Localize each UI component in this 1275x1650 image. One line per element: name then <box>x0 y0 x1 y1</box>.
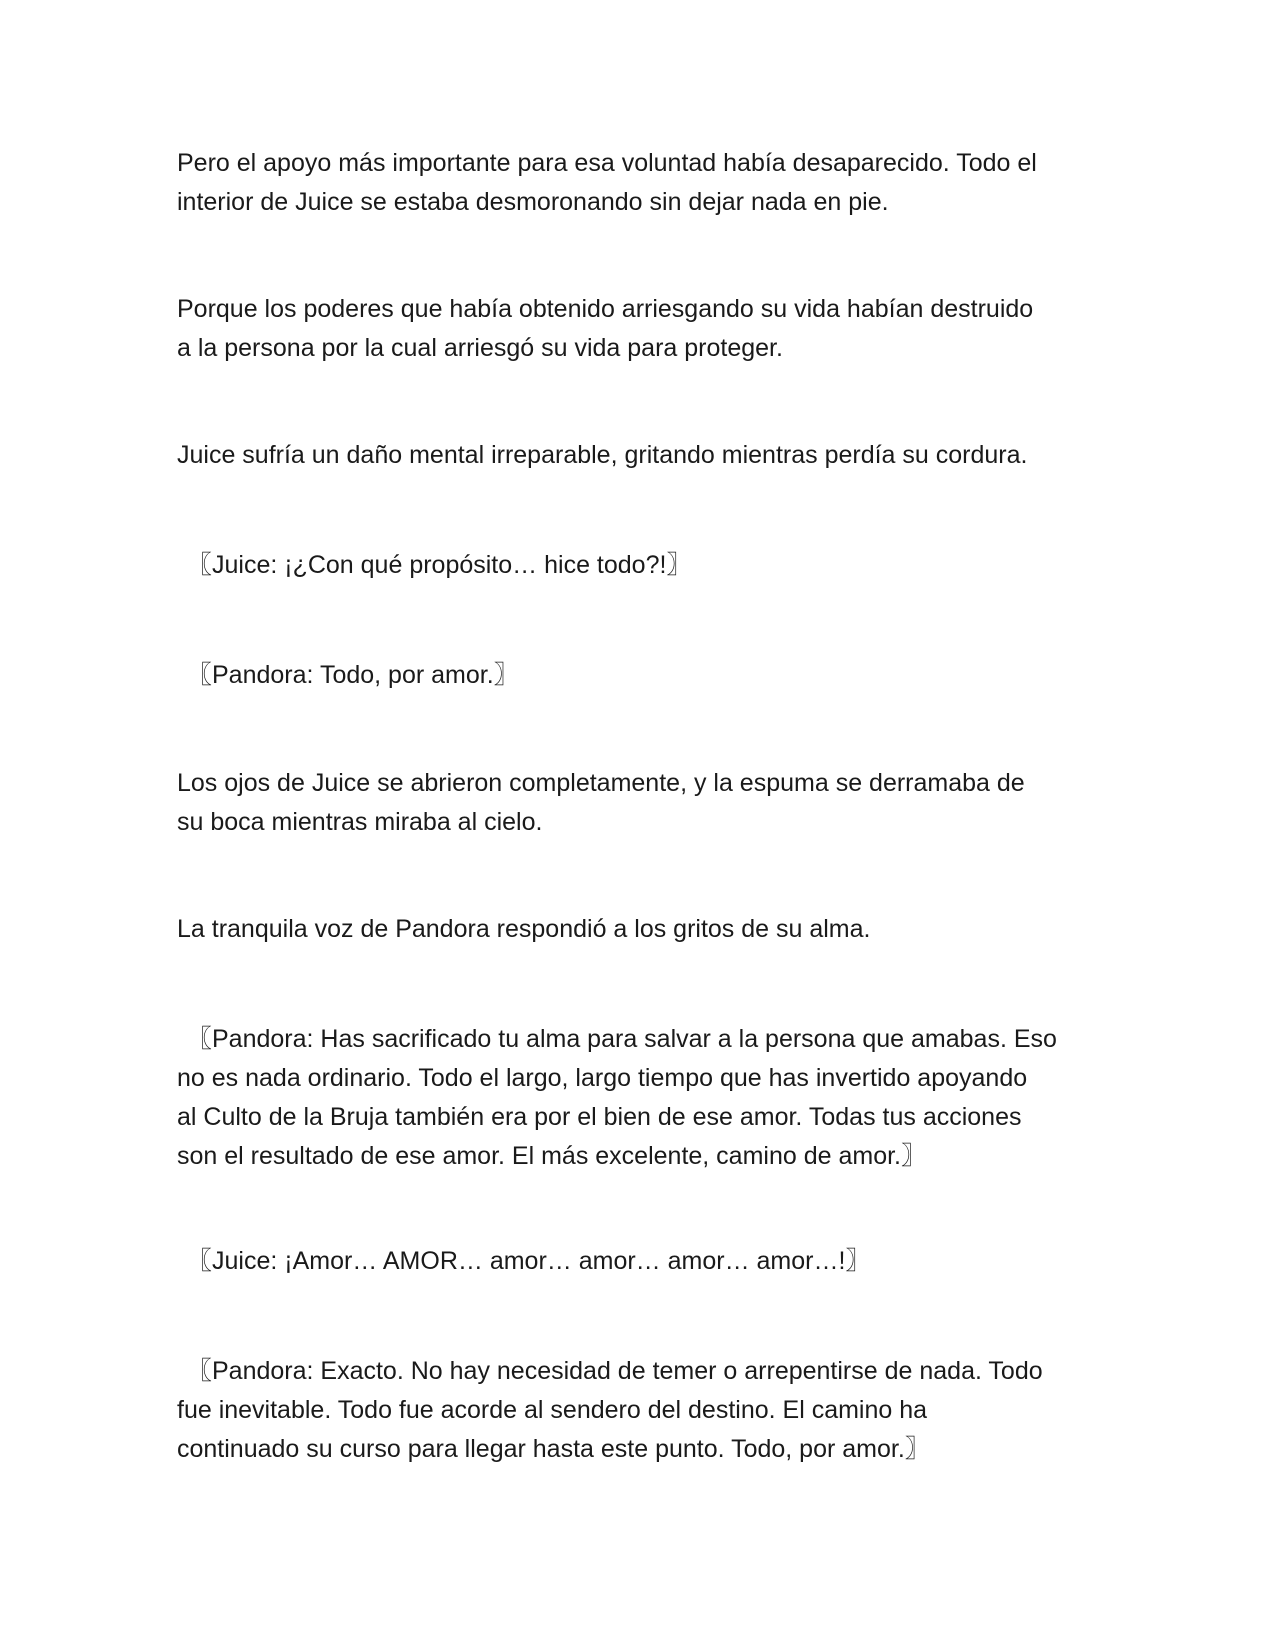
text-line: 〖Pandora: Exacto. No hay necesidad de temer o arrepentirse de nada. Todo <box>187 1357 1043 1385</box>
text-line: a la persona por la cual arriesgó su vida para proteger. <box>177 334 783 362</box>
dialogue-juice-2 <box>177 1242 1107 1281</box>
dialogue-pandora-2 <box>177 1020 1107 1176</box>
text-line: no es nada ordinario. Todo el largo, largo tiempo que has invertido apoyando <box>177 1064 1028 1092</box>
paragraph-narration-2 <box>177 290 1107 368</box>
paragraph-narration-4 <box>177 764 1107 842</box>
dialogue-pandora-1 <box>177 656 1107 695</box>
text-line: 〖Juice: ¡Amor… AMOR… amor… amor… amor… amor…!〗 <box>187 1247 871 1275</box>
text-line: interior de Juice se estaba desmoronando sin dejar nada en pie. <box>177 188 889 216</box>
text-line: 〖Juice: ¡¿Con qué propósito… hice todo?!〗 <box>187 551 692 579</box>
text-line: 〖Pandora: Todo, por amor.〗 <box>187 661 519 689</box>
text-line: son el resultado de ese amor. El más excelente, camino de amor.〗 <box>177 1142 926 1170</box>
text-line: al Culto de la Bruja también era por el bien de ese amor. Todas tus acciones <box>177 1103 1022 1131</box>
paragraph-narration-1 <box>177 144 1107 222</box>
text-line: continuado su curso para llegar hasta este punto. Todo, por amor.〗 <box>177 1435 930 1463</box>
text-line: Los ojos de Juice se abrieron completamente, y la espuma se derramaba de <box>177 769 1025 797</box>
text-line: Pero el apoyo más importante para esa voluntad había desaparecido. Todo el <box>177 149 1037 177</box>
dialogue-pandora-3 <box>177 1352 1107 1469</box>
text-line: La tranquila voz de Pandora respondió a los gritos de su alma. <box>177 915 871 943</box>
paragraph-narration-3 <box>177 436 1107 475</box>
text-line: 〖Pandora: Has sacrificado tu alma para salvar a la persona que amabas. Eso <box>187 1025 1057 1053</box>
paragraph-narration-5 <box>177 910 1107 949</box>
dialogue-juice-1 <box>177 546 1107 585</box>
text-line: Porque los poderes que había obtenido arriesgando su vida habían destruido <box>177 295 1034 323</box>
text-line: Juice sufría un daño mental irreparable, gritando mientras perdía su cordura. <box>177 441 1028 469</box>
text-line: fue inevitable. Todo fue acorde al sendero del destino. El camino ha <box>177 1396 928 1424</box>
text-line: su boca mientras miraba al cielo. <box>177 808 543 836</box>
